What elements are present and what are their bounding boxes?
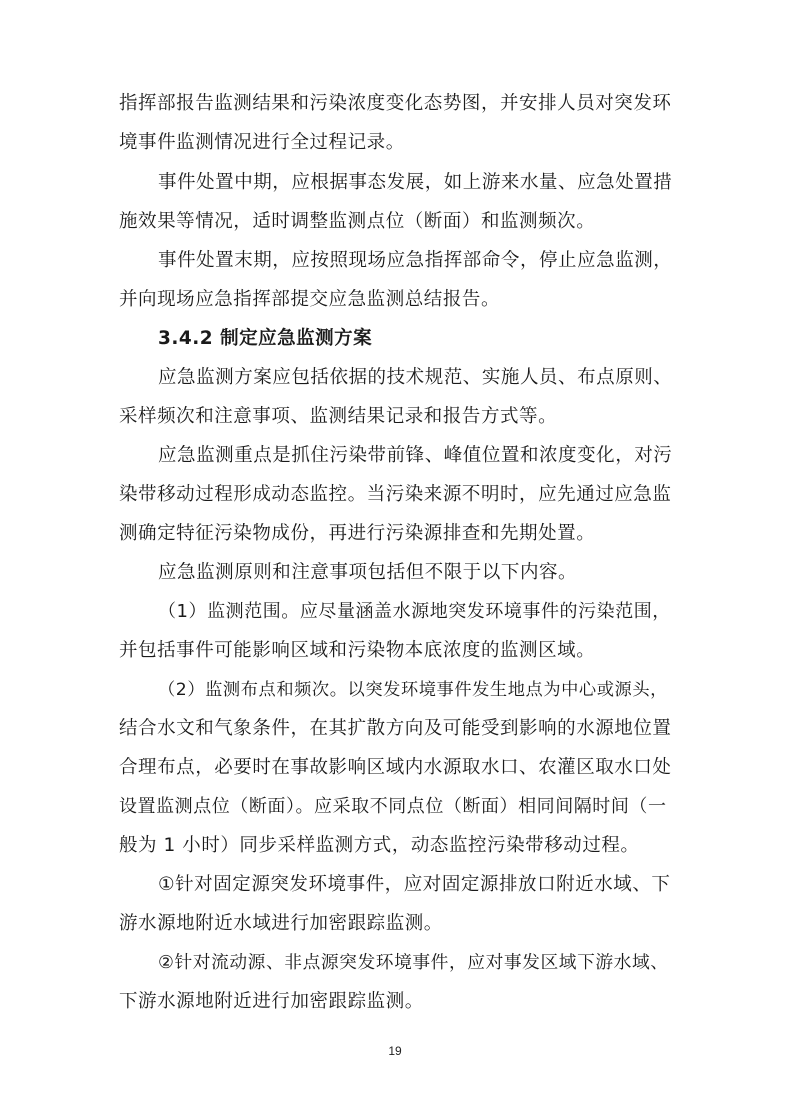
body-text-line: 事件处置中期，应根据事态发展，如上游来水量、应急处置措 [158, 172, 673, 193]
body-text-line: 测确定特征污染物成份，再进行污染源排查和先期处置。 [119, 523, 596, 544]
body-text-line: 应急监测原则和注意事项包括但不限于以下内容。 [158, 562, 578, 583]
list-item-text-line: ②针对流动源、非点源突发环境事件，应对事发区域下游水域、 [158, 953, 669, 973]
body-text-line: 应急监测方案应包括依据的技术规范、实施人员、布点原则、 [158, 367, 673, 388]
body-text-line: 施效果等情况，适时调整监测点位（断面）和监测频次。 [119, 211, 596, 232]
list-item-text-line: 般为 1 小时）同步采样监测方式，动态监控污染带移动过程。 [119, 835, 640, 856]
body-text-line: 采样频次和注意事项、监测结果记录和报告方式等。 [119, 406, 558, 427]
list-item-text-line: 并包括事件可能影响区域和污染物本底浓度的监测区域。 [119, 640, 596, 661]
list-item-text-line: 合理布点，必要时在事故影响区域内水源取水口、农灌区取水口处 [119, 757, 672, 778]
list-item-text-line: （2）监测布点和频次。以突发环境事件发生地点为中心或源头， [158, 680, 668, 700]
list-item-text-line: 下游水源地附近进行加密跟踪监测。 [119, 991, 424, 1012]
body-text-line: 应急监测重点是抓住污染带前锋、峰值位置和浓度变化，对污 [158, 445, 673, 466]
page-number: 19 [388, 1044, 402, 1058]
body-text-line: 指挥部报告监测结果和污染浓度变化态势图，并安排人员对突发环 [119, 93, 672, 114]
list-item-text-line: 游水源地附近水域进行加密跟踪监测。 [119, 913, 443, 934]
list-item-text-line: （1）监测范围。应尽量涵盖水源地突发环境事件的污染范围， [158, 601, 671, 622]
body-text-line: 境事件监测情况进行全过程记录。 [119, 132, 405, 153]
list-item-text-line: 设置监测点位（断面）。应采取不同点位（断面）相同间隔时间（一 [119, 796, 667, 817]
section-heading: 3.4.2 制定应急监测方案 [158, 328, 373, 349]
body-text-line: 事件处置末期，应按照现场应急指挥部命令，停止应急监测， [158, 250, 673, 271]
list-item-text-line: ①针对固定源突发环境事件，应对固定源排放口附近水域、下 [158, 874, 671, 895]
body-text-line: 并向现场应急指挥部提交应急监测总结报告。 [119, 289, 501, 310]
body-text-line: 染带移动过程形成动态监控。当污染来源不明时，应先通过应急监 [119, 484, 672, 505]
list-item-text-line: 结合水文和气象条件，在其扩散方向及可能受到影响的水源地位置 [119, 718, 672, 739]
